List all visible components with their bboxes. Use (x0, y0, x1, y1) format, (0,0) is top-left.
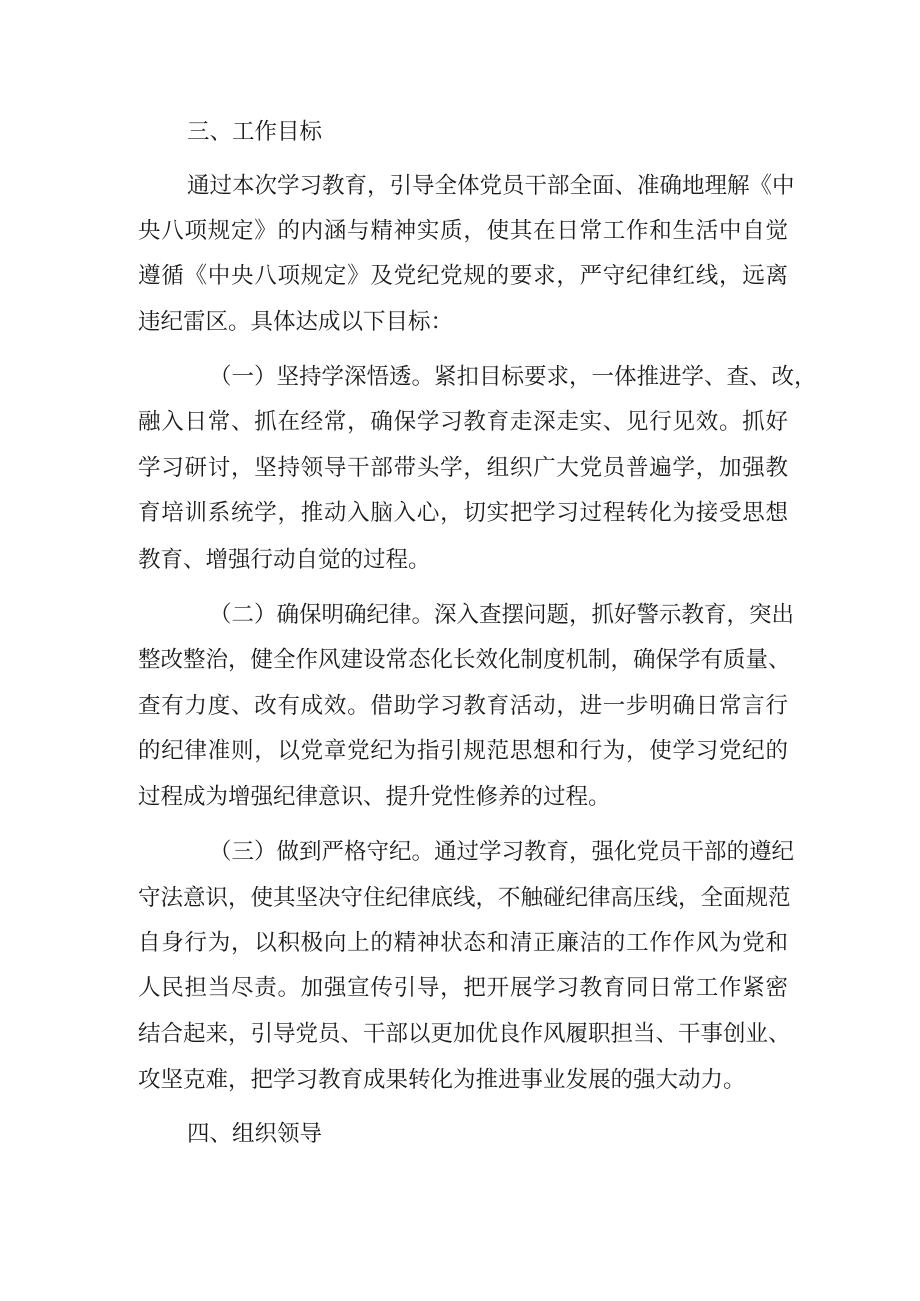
goal-3-line-3: 自身行为，以积极向上的精神状态和清正廉洁的工作作风为党和 (138, 930, 788, 956)
goal-3-line-5: 结合起来，引导党员、干部以更加优良作风履职担当、干事创业、 (138, 1021, 791, 1047)
goal-1-line-5: 教育、增强行动自觉的过程。 (138, 547, 431, 573)
goal-1-line-2: 融入日常、抓在经常，确保学习教育走深走实、见行见效。抓好 (138, 409, 788, 435)
intro-line-1: 通过本次学习教育，引导全体党员干部全面、准确地理解《中 (187, 173, 795, 199)
goal-2-line-1: （二）确保明确纪律。深入查摆问题，抓好警示教育，突出 (209, 602, 795, 628)
goal-2-line-3: 查有力度、改有成效。借助学习教育活动，进一步明确日常言行 (138, 693, 788, 719)
goal-1-line-4: 育培训系统学，推动入脑入心，切实把学习过程转化为接受思想 (138, 500, 788, 526)
intro-line-3: 遵循《中央八项规定》及党纪党规的要求，严守纪律红线，远离 (138, 263, 788, 289)
section-heading-4: 四、组织领导 (187, 1121, 323, 1147)
intro-line-4: 违纪雷区。具体达成以下目标： (138, 309, 454, 335)
goal-1-line-1: （一）坚持学深悟透。紧扣目标要求，一体推进学、查、改， (209, 364, 817, 390)
intro-line-2: 央八项规定》的内涵与精神实质，使其在日常工作和生活中自觉 (138, 218, 788, 244)
goal-2-line-5: 过程成为增强纪律意识、提升党性修养的过程。 (138, 784, 611, 810)
goal-3-line-1: （三）做到严格守纪。通过学习教育，强化党员干部的遵纪 (209, 839, 795, 865)
goal-3-line-2: 守法意识，使其坚决守住纪律底线，不触碰纪律高压线，全面规范 (138, 885, 791, 911)
section-heading-3: 三、工作目标 (187, 119, 323, 145)
goal-1-line-3: 学习研讨，坚持领导干部带头学，组织广大党员普遍学，加强教 (138, 455, 788, 481)
goal-2-line-2: 整改整治，健全作风建设常态化长效化制度机制，确保学有质量、 (138, 647, 791, 673)
goal-3-line-6: 攻坚克难，把学习教育成果转化为推进事业发展的强大动力。 (138, 1067, 746, 1093)
goal-3-line-4: 人民担当尽责。加强宣传引导，把开展学习教育同日常工作紧密 (138, 975, 788, 1001)
goal-2-line-4: 的纪律准则，以党章党纪为指引规范思想和行为，使学习党纪的 (138, 738, 788, 764)
